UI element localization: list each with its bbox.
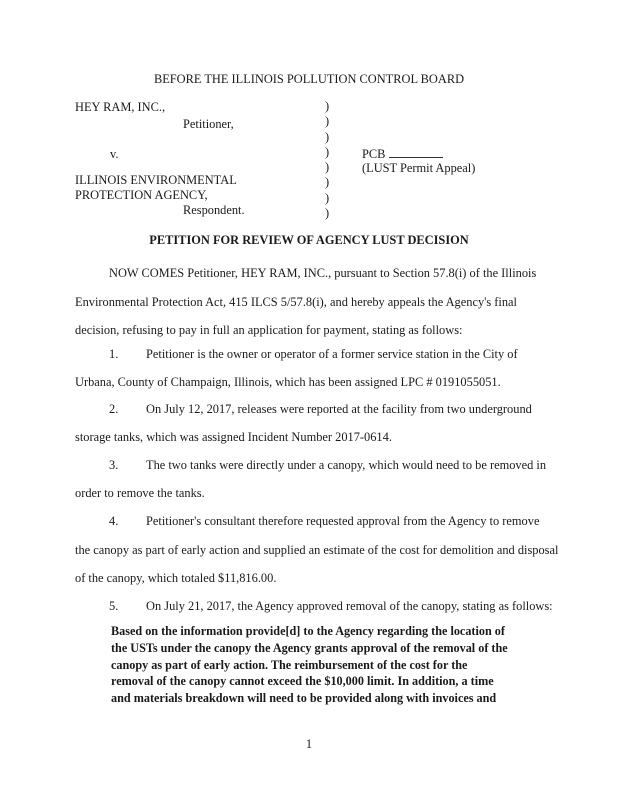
agency-quote [111, 623, 521, 707]
paragraph-1-line-2: Urbana, County of Champaign, Illinois, which has been assigned LPC # 0191055051. [75, 375, 501, 389]
paren: ) [325, 99, 330, 113]
quote-line: canopy as part of early action. The reimbursement of the cost for the [111, 657, 468, 672]
versus-label: v. [110, 147, 119, 161]
paragraph-4-line-1: Petitioner's consultant therefore requested approval from the Agency to remove [146, 514, 540, 528]
petitioner-name: HEY RAM, INC., [75, 100, 166, 114]
paragraph-2-line-2: storage tanks, which was assigned Incident Number 2017-0614. [75, 430, 392, 444]
paren: ) [325, 129, 330, 144]
paragraph-3-line-1: The two tanks were directly under a canopy, which would need to be removed in [146, 458, 547, 472]
caption-parentheses [325, 99, 329, 221]
paren: ) [325, 160, 330, 175]
paren: ) [325, 144, 330, 159]
page-number: 1 [305, 737, 313, 751]
quote-line: and materials breakdown will need to be provided along with invoices and [111, 691, 497, 706]
respondent-role: Respondent. [183, 203, 245, 217]
paragraph-number: 1. [109, 347, 119, 361]
quote-line: removal of the canopy cannot exceed the $10,000 limit. In addition, a time [111, 674, 494, 689]
paren: ) [325, 190, 330, 205]
respondent-line-1: ILLINOIS ENVIRONMENTAL [75, 173, 237, 187]
quote-line: Based on the information provide[d] to the Agency regarding the location of [111, 624, 505, 638]
petition-title: PETITION FOR REVIEW OF AGENCY LUST DECISION [149, 233, 469, 247]
quote-line: the USTs under the canopy the Agency grants approval of the removal of the [111, 640, 508, 655]
petitioner-role: Petitioner, [183, 117, 234, 131]
paragraph-4-line-2: the canopy as part of early action and supplied an estimate of the cost for demolition and disposal [75, 543, 559, 557]
case-number-line [362, 146, 443, 161]
paragraph-3-line-2: order to remove the tanks. [75, 486, 205, 500]
paragraph-1-line-1: Petitioner is the owner or operator of a former service station in the City of [146, 347, 518, 361]
respondent-line-2: PROTECTION AGENCY, [75, 188, 208, 202]
case-type: (LUST Permit Appeal) [362, 161, 476, 175]
paren: ) [325, 114, 330, 129]
paragraph-4-line-3: of the canopy, which totaled $11,816.00. [75, 571, 277, 585]
paragraph-number: 3. [109, 458, 119, 472]
case-number-blank [389, 146, 443, 158]
intro-line-1: NOW COMES Petitioner, HEY RAM, INC., pursuant to Section 57.8(i) of the Illinois [109, 266, 537, 280]
court-header: BEFORE THE ILLINOIS POLLUTION CONTROL BOARD [153, 72, 465, 86]
intro-line-2: Environmental Protection Act, 415 ILCS 5/57.8(i), and hereby appeals the Agency's final [75, 295, 517, 309]
intro-line-3: decision, refusing to pay in full an application for payment, stating as follows: [75, 323, 463, 337]
paragraph-number: 2. [109, 402, 119, 416]
paragraph-number: 4. [109, 514, 119, 528]
paragraph-number: 5. [109, 599, 119, 613]
paren: ) [325, 175, 330, 190]
case-prefix: PCB [362, 147, 386, 161]
paragraph-5-line-1: On July 21, 2017, the Agency approved removal of the canopy, stating as follows: [146, 599, 553, 613]
paren: ) [325, 206, 330, 221]
paragraph-2-line-1: On July 12, 2017, releases were reported at the facility from two underground [146, 402, 532, 416]
